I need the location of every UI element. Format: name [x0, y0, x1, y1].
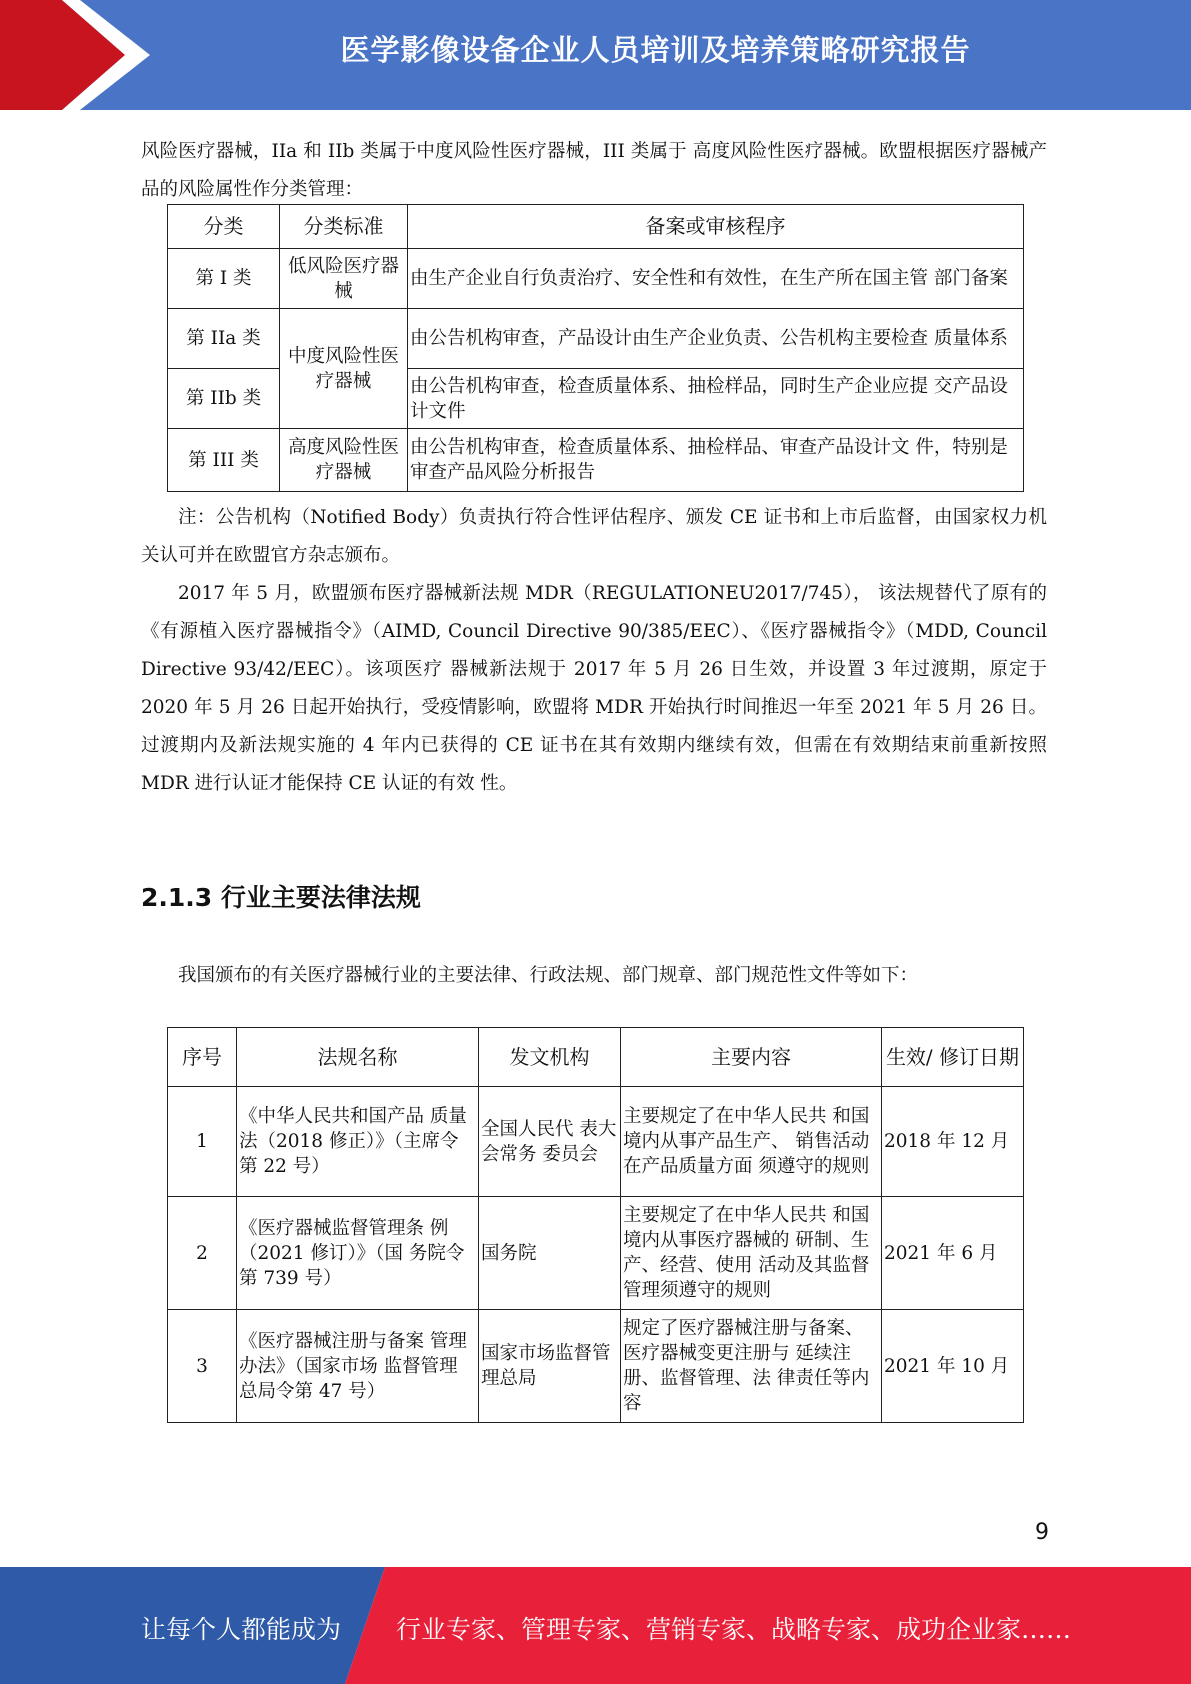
table-row [168, 1197, 1024, 1310]
procedure-cell: 由公告机构审查，检查质量体系、抽检样品，同时生产企业应提 交产品设计文件 [408, 369, 1024, 429]
table-header-cell: 法规名称 [237, 1028, 479, 1087]
page-number: 9 [1035, 1520, 1049, 1545]
number-cell: 3 [168, 1310, 237, 1423]
table-row [168, 249, 1024, 309]
procedure-cell: 由生产企业自行负责治疗、安全性和有效性，在生产所在国主管 部门备案 [408, 249, 1024, 309]
agency-cell: 全国人民代 表大会常务 委员会 [479, 1087, 621, 1197]
category-cell: 第 I 类 [168, 249, 280, 309]
agency-cell: 国家市场监督管理总局 [479, 1310, 621, 1423]
page-header [0, 0, 1191, 110]
date-cell: 2021 年 6 月 [882, 1197, 1024, 1310]
agency-cell: 国务院 [479, 1197, 621, 1310]
number-cell: 2 [168, 1197, 237, 1310]
table-row [168, 429, 1024, 492]
table-row [168, 309, 1024, 369]
procedure-cell: 由公告机构审查，产品设计由生产企业负责、公告机构主要检查 质量体系 [408, 309, 1024, 369]
section-intro: 我国颁布的有关医疗器械行业的主要法律、行政法规、部门规章、部门规范性文件等如下： [178, 965, 919, 986]
intro-paragraph: 风险医疗器械，IIa 和 IIb 类属于中度风险性医疗器械，III 类属于 高度风险性医疗器械。欧盟根据医疗器械产品的风险属性作分类管理： [141, 141, 1047, 200]
section-number: 2.1.3 [141, 883, 213, 912]
table-header-cell: 分类 [168, 205, 280, 249]
content-cell: 主要规定了在中华人民共 和国境内从事产品生产、 销售活动在产品质量方面 须遵守的规则 [621, 1087, 882, 1197]
category-cell: 第 IIb 类 [168, 369, 280, 429]
table-header-cell: 生效/ 修订日期 [882, 1028, 1024, 1087]
table-header-cell: 主要内容 [621, 1028, 882, 1087]
table-row [168, 1310, 1024, 1423]
standard-cell: 中度风险性医疗器械 [280, 309, 408, 429]
regulation-name-cell: 《医疗器械监督管理条 例（2021 修订）》（国 务院令第 739 号） [237, 1197, 479, 1310]
table-header-cell: 发文机构 [479, 1028, 621, 1087]
header-title: 医学影像设备企业人员培训及培养策略研究报告 [340, 33, 971, 67]
category-cell: 第 III 类 [168, 429, 280, 492]
table-header-cell: 分类标准 [280, 205, 408, 249]
note-paragraph: 注：公告机构（Notified Body）负责执行符合性评估程序、颁发 CE 证书和上市后监督，由国家权力机关认可并在欧盟官方杂志颁布。 [141, 507, 1047, 566]
content-cell: 规定了医疗器械注册与备案、医疗器械变更注册与 延续注册、监督管理、法 律责任等内容 [621, 1310, 882, 1423]
table-header-cell: 备案或审核程序 [408, 205, 1024, 249]
number-cell: 1 [168, 1087, 237, 1197]
mdr-paragraph: 2017 年 5 月，欧盟颁布医疗器械新法规 MDR（REGULATIONEU2017/745）， 该法规替代了原有的《有源植入医疗器械指令》（AIMD, Council Directive 90/385/EEC）、《医疗器械指令》（MDD, Council Directive 93/42/EEC）。该项医疗 器械新法规于 2017 年 5 月 26 日生效，并设置 3 年过渡期，原定于 2020 年 5 月 26 日起开始执行，受疫情影响，欧盟将 MDR 开始执行时间推迟一年至 2021 年 5 月 26 日。过渡期内及新法规实施的 4 年内已获得的 CE 证书在其有效期内继续有效，但需在有效期结束前重新按照 MDR 进行认证才能保持 CE 认证的有效 性。 [141, 583, 1047, 794]
procedure-cell: 由公告机构审查，检查质量体系、抽检样品、审查产品设计文 件，特别是审查产品风险分析报告 [408, 429, 1024, 492]
content-cell: 主要规定了在中华人民共 和国境内从事医疗器械的 研制、生产、经营、使用 活动及其监督管理须遵守的规则 [621, 1197, 882, 1310]
table-header-row [168, 205, 1024, 249]
regulations-table [167, 1027, 1024, 1423]
section-title: 行业主要法律法规 [220, 883, 421, 912]
standard-cell: 低风险医疗器械 [280, 249, 408, 309]
footer-slogan-right: 行业专家、管理专家、营销专家、战略专家、成功企业家…… [396, 1615, 1072, 1644]
footer-slogan-left: 让每个人都能成为 [141, 1615, 342, 1644]
table-header-row [168, 1028, 1024, 1087]
eu-classification-table [167, 204, 1024, 492]
table-row [168, 1087, 1024, 1197]
section-heading [141, 878, 421, 914]
page-footer [0, 1567, 1191, 1684]
table-header-cell: 序号 [168, 1028, 237, 1087]
date-cell: 2021 年 10 月 [882, 1310, 1024, 1423]
regulation-name-cell: 《医疗器械注册与备案 管理办法》（国家市场 监督管理总局令第 47 号） [237, 1310, 479, 1423]
date-cell: 2018 年 12 月 [882, 1087, 1024, 1197]
regulation-name-cell: 《中华人民共和国产品 质量法（2018 修正）》（主席令第 22 号） [237, 1087, 479, 1197]
category-cell: 第 IIa 类 [168, 309, 280, 369]
standard-cell: 高度风险性医疗器械 [280, 429, 408, 492]
